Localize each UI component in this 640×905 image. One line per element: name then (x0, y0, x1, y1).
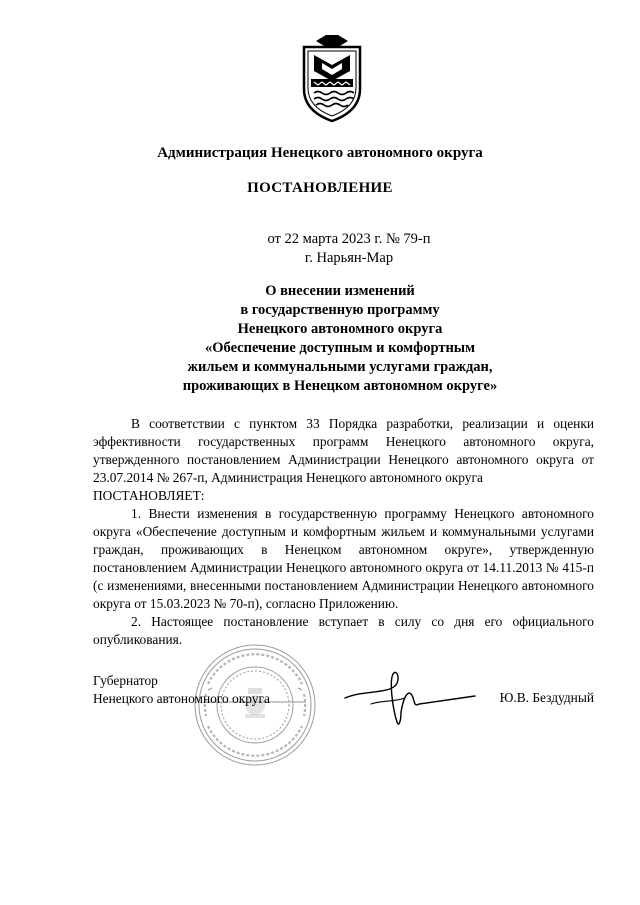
subject-line: «Обеспечение доступным и комфортным (204, 340, 475, 356)
handwritten-signature-icon (335, 660, 485, 735)
date-number: от 22 марта 2023 г. № 79-п (267, 231, 431, 247)
nenets-coat-of-arms-icon (296, 33, 368, 125)
document-body (93, 415, 594, 649)
organization-title: Администрация Ненецкого автономного округа (157, 145, 483, 161)
place: г. Нарьян-Мар (304, 250, 394, 266)
preamble-paragraph: В соответствии с пунктом 33 Порядка разработки, реализации и оценки эффективности государственных программ Ненецкого автономного округа, утвержденного постановлением Администрации Ненецкого автономного округа от 23.07.2014 № 267-п, Администрация Ненецкого автономного округа (93, 416, 594, 485)
item-2-paragraph: 2. Настоящее постановление вступает в силу со дня его официального опубликования. (93, 614, 594, 647)
signatory-name: Ю.В. Бездудный (499, 690, 594, 705)
subject-line: жильем и коммунальными услугами граждан, (187, 359, 493, 375)
document-type-title: ПОСТАНОВЛЕНИЕ (247, 180, 393, 196)
subject-line: проживающих в Ненецком автономном округе» (182, 378, 498, 394)
document-subject (0, 282, 640, 396)
decree-word: ПОСТАНОВЛЯЕТ: (93, 488, 205, 503)
signatory-position (93, 672, 270, 708)
position-title: Губернатор (93, 673, 158, 688)
document-meta (0, 230, 640, 268)
subject-line: О внесении изменений (265, 283, 415, 299)
item-1-paragraph: 1. Внести изменения в государственную программу Ненецкого автономного округа «Обеспечение доступным и комфортным жильем и коммунальными услугами граждан, проживающих в Ненецком автономном округе», утвержденную постановлением Администрации Ненецкого автономного округа от 14.11.2013 № 415-п (с изменениями, внесенными постановлением Администрации Ненецкого автономного округа от 15.03.2023 № 70-п), согласно Приложению. (93, 506, 594, 611)
subject-line: в государственную программу (240, 302, 440, 318)
position-region: Ненецкого автономного округа (93, 691, 270, 706)
subject-line: Ненецкого автономного округа (237, 321, 443, 337)
